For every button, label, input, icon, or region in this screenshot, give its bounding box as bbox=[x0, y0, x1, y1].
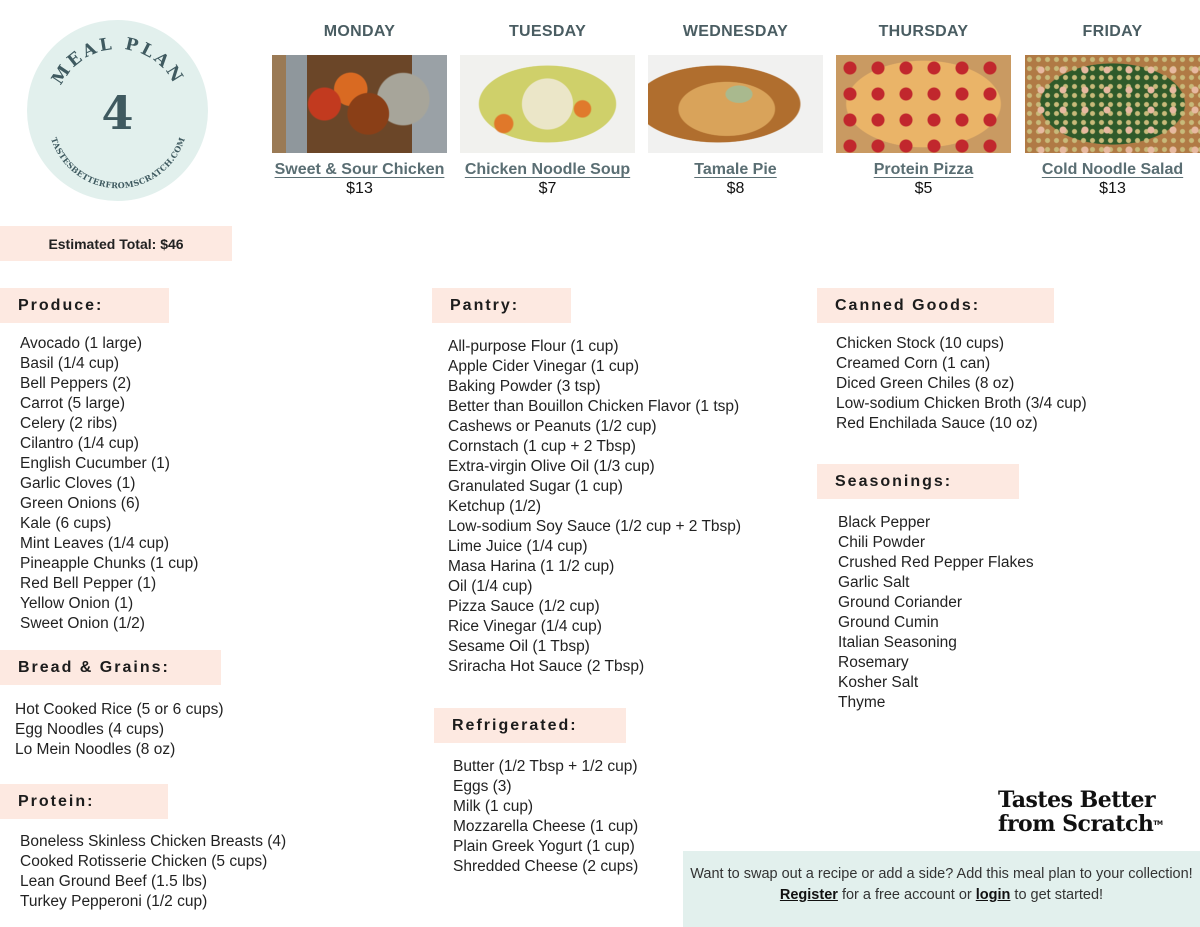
list-item: Butter (1/2 Tbsp + 1/2 cup) bbox=[453, 758, 638, 775]
section-header-pantry: Pantry: bbox=[432, 288, 571, 323]
list-item: Mint Leaves (1/4 cup) bbox=[20, 535, 170, 552]
list-item: Celery (2 ribs) bbox=[20, 415, 118, 432]
list-item: Sriracha Hot Sauce (2 Tbsp) bbox=[448, 658, 645, 675]
day-column-tuesday bbox=[460, 18, 635, 198]
list-item: Yellow Onion (1) bbox=[20, 595, 134, 612]
day-column-friday bbox=[1025, 18, 1200, 198]
list-item: Apple Cider Vinegar (1 cup) bbox=[448, 358, 639, 375]
recipe-image-chicken-noodle-soup[interactable] bbox=[460, 55, 635, 153]
list-item: English Cucumber (1) bbox=[20, 455, 170, 472]
produce-list bbox=[20, 334, 198, 634]
day-label: TUESDAY bbox=[508, 23, 587, 40]
pantry-list bbox=[448, 337, 741, 677]
list-item: Sweet Onion (1/2) bbox=[20, 615, 145, 632]
list-item: Lo Mein Noodles (8 oz) bbox=[15, 741, 176, 758]
list-item: Turkey Pepperoni (1/2 cup) bbox=[20, 893, 208, 910]
list-item: Rice Vinegar (1/4 cup) bbox=[448, 618, 602, 635]
day-column-wednesday bbox=[648, 18, 823, 198]
list-item: Better than Bouillon Chicken Flavor (1 tsp) bbox=[448, 398, 740, 415]
list-item: Granulated Sugar (1 cup) bbox=[448, 478, 623, 495]
svg-text:TASTESBETTERFROMSCRATCH.COM: TASTESBETTERFROMSCRATCH.COM bbox=[49, 135, 187, 191]
list-item: Eggs (3) bbox=[453, 778, 512, 795]
list-item: Red Enchilada Sauce (10 oz) bbox=[836, 415, 1038, 432]
list-item: Garlic Salt bbox=[838, 574, 910, 591]
cta-text: to get started! bbox=[1010, 887, 1104, 903]
list-item: Pizza Sauce (1/2 cup) bbox=[448, 598, 600, 615]
list-item: Ground Cumin bbox=[838, 614, 939, 631]
estimated-total: Estimated Total: $46 bbox=[0, 226, 232, 261]
list-item: Creamed Corn (1 can) bbox=[836, 355, 991, 372]
list-item: Pineapple Chunks (1 cup) bbox=[20, 555, 199, 572]
list-item: Chili Powder bbox=[838, 534, 926, 551]
meal-plan-number: 4 bbox=[101, 86, 134, 140]
protein-list bbox=[20, 832, 286, 912]
recipe-link-cold-noodle-salad[interactable]: Cold Noodle Salad bbox=[1041, 161, 1184, 178]
recipe-image-tamale-pie[interactable] bbox=[648, 55, 823, 153]
recipe-price: $13 bbox=[346, 180, 373, 197]
list-item: Chicken Stock (10 cups) bbox=[836, 335, 1004, 352]
section-header-produce: Produce: bbox=[0, 288, 169, 323]
list-item: Sesame Oil (1 Tbsp) bbox=[448, 638, 590, 655]
list-item: Boneless Skinless Chicken Breasts (4) bbox=[20, 833, 287, 850]
seasonings-list bbox=[838, 513, 1034, 713]
cta-text: for a free account or bbox=[837, 887, 976, 903]
section-header-seasonings: Seasonings: bbox=[817, 464, 1019, 499]
list-item: Kale (6 cups) bbox=[20, 515, 112, 532]
register-cta-banner bbox=[683, 851, 1200, 927]
list-item: Cornstach (1 cup + 2 Tbsp) bbox=[448, 438, 636, 455]
svg-text:MEAL PLAN: MEAL PLAN bbox=[47, 33, 189, 89]
list-item: Cashews or Peanuts (1/2 cup) bbox=[448, 418, 657, 435]
list-item: Egg Noodles (4 cups) bbox=[15, 721, 165, 738]
refrigerated-list bbox=[453, 757, 638, 877]
cta-text: Want to swap out a recipe or add a side? Add this meal plan to your collection! bbox=[690, 866, 1193, 882]
login-link[interactable]: login bbox=[975, 887, 1011, 903]
recipe-link-tamale-pie[interactable]: Tamale Pie bbox=[694, 161, 777, 178]
day-column-thursday bbox=[836, 18, 1011, 198]
list-item: Green Onions (6) bbox=[20, 495, 140, 512]
list-item: Baking Powder (3 tsp) bbox=[448, 378, 601, 395]
recipe-image-sweet-sour-chicken[interactable] bbox=[272, 55, 447, 153]
list-item: Garlic Cloves (1) bbox=[20, 475, 136, 492]
register-link[interactable]: Register bbox=[779, 887, 838, 903]
list-item: Cilantro (1/4 cup) bbox=[20, 435, 139, 452]
list-item: Basil (1/4 cup) bbox=[20, 355, 120, 372]
list-item: Crushed Red Pepper Flakes bbox=[838, 554, 1034, 571]
list-item: Plain Greek Yogurt (1 cup) bbox=[453, 838, 635, 855]
day-label: WEDNESDAY bbox=[682, 23, 789, 40]
list-item: Bell Peppers (2) bbox=[20, 375, 132, 392]
day-label: FRIDAY bbox=[1082, 23, 1143, 40]
day-label: MONDAY bbox=[323, 23, 396, 40]
section-header-bread-grains: Bread & Grains: bbox=[0, 650, 221, 685]
section-header-protein: Protein: bbox=[0, 784, 168, 819]
list-item: Lean Ground Beef (1.5 lbs) bbox=[20, 873, 207, 890]
section-header-refrigerated: Refrigerated: bbox=[434, 708, 626, 743]
recipe-price: $7 bbox=[538, 180, 557, 197]
recipe-link-sweet-sour-chicken[interactable]: Sweet & Sour Chicken bbox=[274, 161, 445, 178]
list-item: Masa Harina (1 1/2 cup) bbox=[448, 558, 615, 575]
list-item: Low-sodium Chicken Broth (3/4 cup) bbox=[836, 395, 1087, 412]
list-item: Milk (1 cup) bbox=[453, 798, 534, 815]
recipe-price: $5 bbox=[914, 180, 933, 197]
list-item: Carrot (5 large) bbox=[20, 395, 126, 412]
brand-logo bbox=[998, 788, 1188, 836]
list-item: Diced Green Chiles (8 oz) bbox=[836, 375, 1015, 392]
recipe-link-chicken-noodle-soup[interactable]: Chicken Noodle Soup bbox=[464, 161, 631, 178]
list-item: Lime Juice (1/4 cup) bbox=[448, 538, 588, 555]
list-item: Extra-virgin Olive Oil (1/3 cup) bbox=[448, 458, 655, 475]
list-item: Italian Seasoning bbox=[838, 634, 957, 651]
recipe-price: $8 bbox=[726, 180, 745, 197]
list-item: Low-sodium Soy Sauce (1/2 cup + 2 Tbsp) bbox=[448, 518, 742, 535]
list-item: Rosemary bbox=[838, 654, 909, 671]
list-item: Hot Cooked Rice (5 or 6 cups) bbox=[15, 701, 224, 718]
recipe-link-protein-pizza[interactable]: Protein Pizza bbox=[873, 161, 974, 178]
list-item: Ground Coriander bbox=[838, 594, 963, 611]
list-item: Ketchup (1/2) bbox=[448, 498, 542, 515]
recipe-image-protein-pizza[interactable] bbox=[836, 55, 1011, 153]
list-item: Oil (1/4 cup) bbox=[448, 578, 533, 595]
list-item: Kosher Salt bbox=[838, 674, 919, 691]
recipe-image-cold-noodle-salad[interactable] bbox=[1025, 55, 1200, 153]
trademark-mark: TM bbox=[1153, 820, 1163, 827]
list-item: Red Bell Pepper (1) bbox=[20, 575, 157, 592]
bread-grains-list bbox=[15, 700, 223, 760]
canned-goods-list bbox=[836, 334, 1087, 434]
list-item: Black Pepper bbox=[838, 514, 931, 531]
list-item: Cooked Rotisserie Chicken (5 cups) bbox=[20, 853, 268, 870]
section-header-canned-goods: Canned Goods: bbox=[817, 288, 1054, 323]
logo-line-1: Tastes Better bbox=[998, 787, 1156, 813]
day-label: THURSDAY bbox=[878, 23, 969, 40]
list-item: Avocado (1 large) bbox=[20, 335, 143, 352]
list-item: Mozzarella Cheese (1 cup) bbox=[453, 818, 639, 835]
list-item: Shredded Cheese (2 cups) bbox=[453, 858, 639, 875]
list-item: All-purpose Flour (1 cup) bbox=[448, 338, 619, 355]
logo-line-2: from Scratch bbox=[998, 811, 1154, 837]
meal-plan-badge bbox=[27, 20, 208, 201]
list-item: Thyme bbox=[838, 694, 886, 711]
recipe-price: $13 bbox=[1099, 180, 1126, 197]
day-column-monday bbox=[272, 18, 447, 198]
